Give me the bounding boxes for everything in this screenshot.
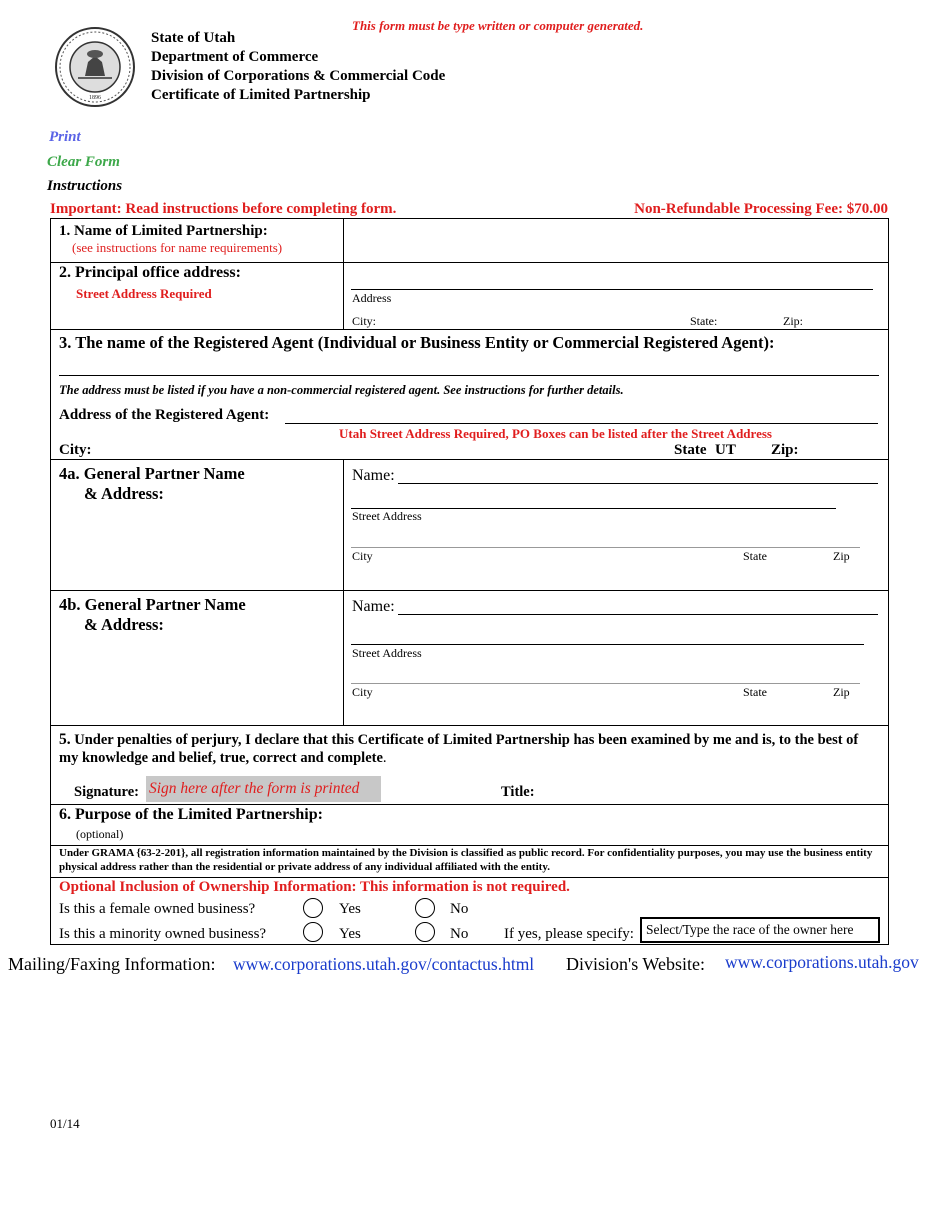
sec4a-label-2: & Address:	[84, 484, 164, 503]
principal-zip-label: Zip:	[783, 314, 803, 328]
agent-zip-label: Zip:	[771, 442, 799, 458]
partner-b-name-input[interactable]	[398, 614, 878, 615]
female-no-radio[interactable]	[415, 898, 435, 918]
sec4b-label-2: & Address:	[84, 615, 164, 634]
partner-b-zip-label: Zip	[833, 685, 850, 699]
partner-b-street-input[interactable]	[351, 644, 864, 645]
sec3-note: The address must be listed if you have a non-commercial registered agent. See instructions for further details.	[59, 383, 624, 397]
partner-a-state-label: State	[743, 549, 767, 563]
partner-b-state-label: State	[743, 685, 767, 699]
female-no-label: No	[450, 901, 469, 917]
sec2-hint: Street Address Required	[76, 286, 212, 301]
perjury-declaration: 5. Under penalties of perjury, I declare that this Certificate of Limited Partnership has been examined by me and is, to the best of my knowledge and belief, true, correct and complete.	[59, 731, 859, 766]
partner-a-street-label: Street Address	[352, 509, 422, 523]
sec3-label: 3. The name of the Registered Agent (Individual or Business Entity or Commercial Registered Agent):	[59, 333, 775, 352]
partner-a-name-label: Name:	[352, 467, 395, 484]
header-department: Department of Commerce	[151, 49, 319, 65]
sec1-hint: (see instructions for name requirements)	[72, 240, 283, 255]
registered-agent-input[interactable]	[59, 375, 879, 376]
mailing-label: Mailing/Faxing Information:	[8, 954, 216, 974]
header-division: Division of Corporations & Commercial Code	[151, 68, 446, 84]
header-state: State of Utah	[151, 30, 236, 46]
principal-state-label: State:	[690, 314, 718, 328]
female-yes-radio[interactable]	[303, 898, 323, 918]
state-seal-icon	[54, 26, 136, 108]
important-notice: Important: Read instructions before completing form.	[50, 201, 397, 217]
principal-address-input[interactable]	[351, 289, 873, 290]
partner-a-city-label: City	[352, 549, 373, 563]
agent-address-input[interactable]	[285, 423, 878, 424]
sec1-label: 1. Name of Limited Partnership:	[59, 223, 268, 239]
minority-no-radio[interactable]	[415, 922, 435, 942]
agent-state-label: State	[674, 442, 707, 458]
form-frame	[50, 218, 889, 945]
partner-b-city-input[interactable]	[351, 683, 860, 684]
print-button[interactable]: Print	[49, 129, 81, 145]
instructions-link[interactable]: Instructions	[47, 178, 123, 194]
female-owned-question: Is this a female owned business?	[59, 901, 256, 917]
sec2-label: 2. Principal office address:	[59, 264, 241, 281]
website-label: Division's Website:	[566, 954, 705, 974]
ownership-header: Optional Inclusion of Ownership Information: This information is not required.	[59, 879, 570, 895]
grama-notice: Under GRAMA {63-2-201}, all registration information maintained by the Division is classified as public record. For confidentiality purposes, you may use the business entity physical address rather than the residential or private address of any individual affiliated with the entity.	[59, 847, 873, 873]
specify-label: If yes, please specify:	[504, 926, 634, 942]
minority-owned-question: Is this a minority owned business?	[59, 926, 267, 942]
partner-b-name-label: Name:	[352, 598, 395, 615]
minority-yes-label: Yes	[339, 926, 361, 942]
partner-a-name-input[interactable]	[398, 483, 878, 484]
race-select[interactable]: Select/Type the race of the owner here	[640, 917, 880, 943]
agent-address-label: Address of the Registered Agent:	[59, 407, 270, 423]
agent-state-value: UT	[715, 442, 736, 458]
partner-a-street-input[interactable]	[351, 508, 836, 509]
processing-fee: Non-Refundable Processing Fee: $70.00	[634, 201, 888, 217]
principal-city-label: City:	[352, 314, 377, 328]
minority-no-label: No	[450, 926, 469, 942]
minority-yes-radio[interactable]	[303, 922, 323, 942]
contact-link[interactable]: www.corporations.utah.gov/contactus.html	[233, 954, 535, 974]
website-link[interactable]: www.corporations.utah.gov	[725, 952, 919, 972]
principal-address-label: Address	[352, 291, 392, 305]
clear-form-button[interactable]: Clear Form	[47, 154, 120, 170]
utah-address-note: Utah Street Address Required, PO Boxes can be listed after the Street Address	[339, 426, 772, 441]
sec6-label: 6. Purpose of the Limited Partnership:	[59, 806, 323, 823]
partner-a-city-input[interactable]	[351, 547, 860, 548]
title-input[interactable]	[545, 778, 875, 802]
sec6-hint: (optional)	[76, 827, 124, 841]
form-version: 01/14	[50, 1116, 80, 1131]
signature-label: Signature:	[74, 784, 139, 800]
female-yes-label: Yes	[339, 901, 361, 917]
page-title: Certificate of Limited Partnership	[151, 87, 371, 103]
partner-b-street-label: Street Address	[352, 646, 422, 660]
signature-field[interactable]: Sign here after the form is printed	[146, 776, 381, 802]
agent-city-label: City:	[59, 442, 92, 458]
sec4a-label: 4a. General Partner Name	[59, 464, 245, 483]
partner-b-city-label: City	[352, 685, 373, 699]
sec4b-label: 4b. General Partner Name	[59, 595, 246, 614]
title-label: Title:	[501, 784, 535, 800]
seal-year: 1896	[89, 95, 101, 101]
partnership-name-input[interactable]	[346, 221, 886, 259]
partner-a-zip-label: Zip	[833, 549, 850, 563]
header-block	[151, 29, 445, 105]
typewritten-notice: This form must be type written or computer generated.	[352, 18, 644, 33]
